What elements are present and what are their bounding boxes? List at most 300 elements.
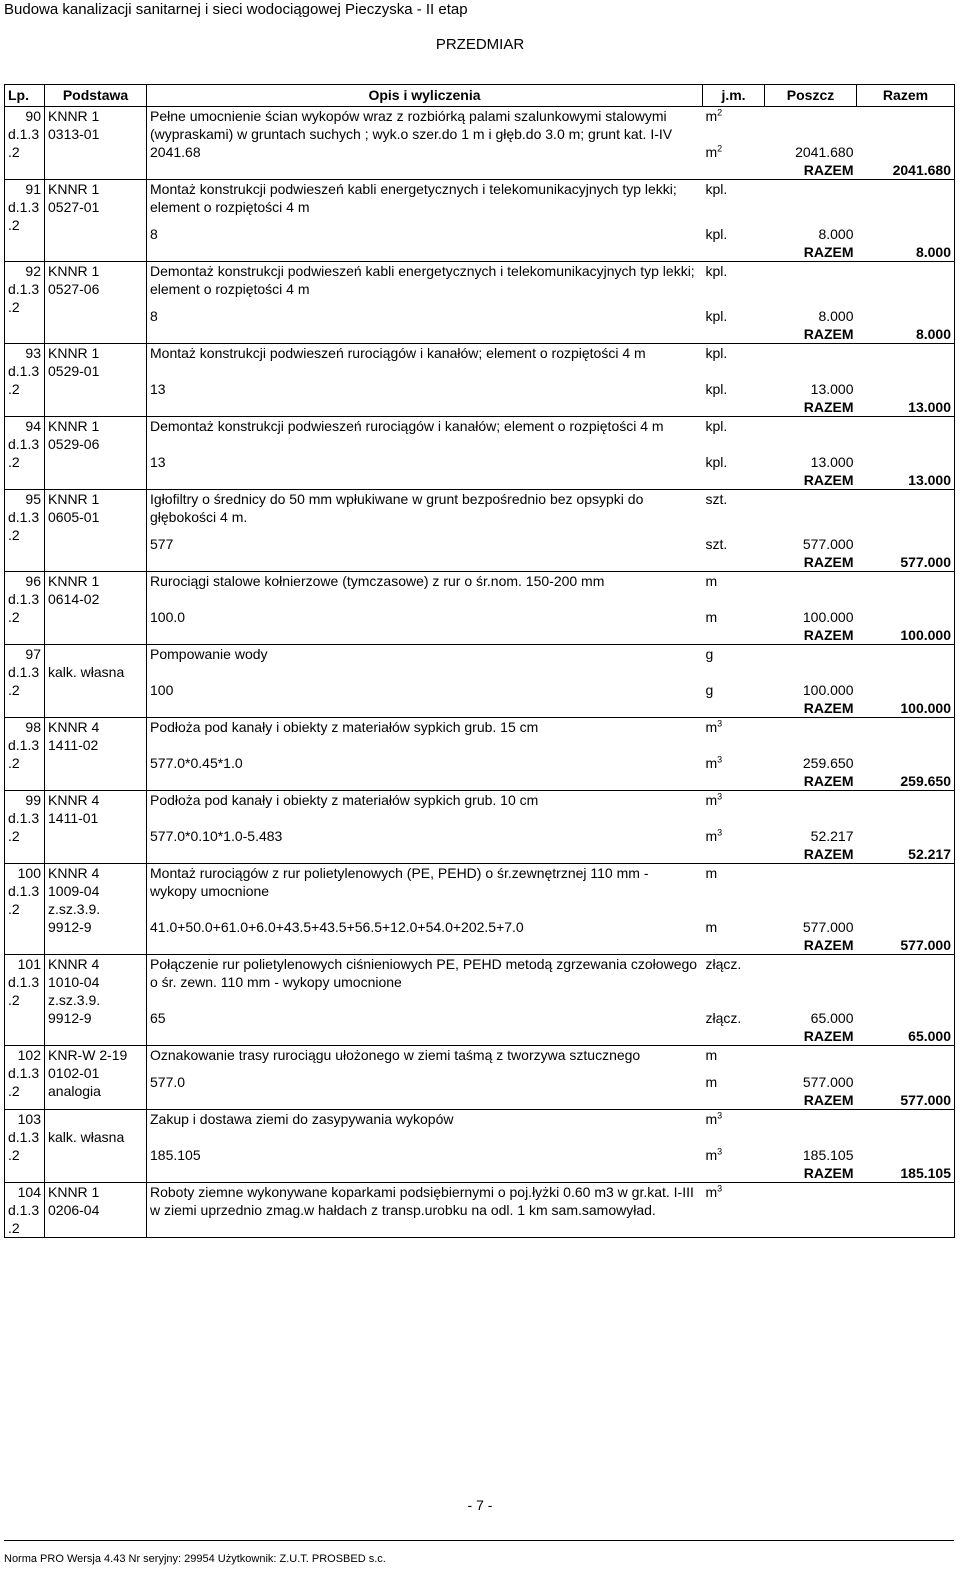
table-row [5,180,955,226]
razem-value: 8.000 [857,325,955,344]
razem-row [5,936,955,955]
calc-poszcz-cell: 2041.680 [795,144,854,160]
lp-cell [5,1110,45,1183]
lp-line: 97 [25,646,41,662]
razem-spacer [703,325,765,344]
podstawa-line: KNNR 1 [48,263,100,279]
razem-spacer [147,626,703,645]
lp-line: d.1.3 [8,591,40,607]
razem-row [5,161,955,180]
lp-line: .2 [8,1083,20,1099]
lp-line: .2 [8,527,20,543]
calc-poszcz-cell: 8.000 [818,308,854,324]
razem-row [5,471,955,490]
podstawa-line: kalk. własna [48,664,125,680]
razem-cell [857,262,955,308]
podstawa-line: 0529-06 [48,436,100,452]
table-row [5,1183,955,1238]
razem-spacer [147,1091,703,1110]
calc-cell: 13 [150,381,166,397]
razem-value: 13.000 [857,471,955,490]
podstawa-cell [45,180,147,262]
calc-poszcz-cell: 577.000 [802,536,854,552]
calc-razem-cell [857,1009,955,1027]
header-opis: Opis i wyliczenia [147,85,703,107]
lp-cell [5,1183,45,1238]
calc-unit-cell [703,1146,765,1164]
jm-cell [703,417,765,454]
unit-exponent: 3 [717,1183,723,1194]
unit: m [705,719,718,735]
unit-exponent: 2 [717,107,723,118]
calc-unit: m [705,1074,718,1090]
razem-spacer [147,699,703,718]
razem-cell [857,490,955,536]
calc-unit-exponent: 3 [717,827,723,838]
razem-spacer [703,936,765,955]
razem-value: 577.000 [857,553,955,572]
lp-cell [5,572,45,645]
calc-row [5,225,955,243]
razem-cell [857,955,955,1010]
position-description: Podłoża pod kanały i obiekty z materiałów sypkich grub. 10 cm [150,792,539,808]
razem-label: RAZEM [765,936,857,955]
lp-line: .2 [8,217,20,233]
calc-razem-cell [857,681,955,699]
podstawa-cell [45,107,147,180]
unit: złącz. [705,956,742,972]
lp-line: d.1.3 [8,363,40,379]
table-row [5,864,955,919]
podstawa-line: 0527-01 [48,199,100,215]
lp-cell [5,955,45,1046]
przedmiar-table [4,84,955,1238]
razem-row [5,398,955,417]
calc-cell: 41.0+50.0+61.0+6.0+43.5+43.5+56.5+12.0+54.0+202.5+7.0 [150,919,524,935]
calc-poszcz-cell: 8.000 [818,226,854,242]
razem-row [5,553,955,572]
opis-cell [147,417,703,454]
document-title: Budowa kanalizacji sanitarnej i sieci wodociągowej Pieczyska - II etap [4,1,468,18]
header-razem: Razem [857,85,955,107]
opis-cell [147,1183,703,1238]
lp-line: 91 [25,181,41,197]
calc-unit: kpl. [705,381,728,397]
position-description: Montaż konstrukcji podwieszeń kabli energetycznych i telekomunikacyjnych typ lekki; element o rozpiętości 4 m [150,181,677,215]
podstawa-line: KNNR 1 [48,573,100,589]
razem-spacer [147,325,703,344]
razem-cell [857,864,955,919]
unit: szt. [705,491,728,507]
podstawa-line: 0614-02 [48,591,100,607]
calc-row [5,143,955,161]
podstawa-line: KNNR 1 [48,108,100,124]
razem-row [5,845,955,864]
calc-razem-cell [857,307,955,325]
razem-value: 8.000 [857,243,955,262]
razem-label: RAZEM [765,772,857,791]
razem-cell [857,645,955,682]
table-row [5,1046,955,1074]
podstawa-cell [45,1183,147,1238]
table-header-row [5,85,955,107]
lp-line: .2 [8,1147,20,1163]
razem-value: 2041.680 [857,161,955,180]
lp-line: d.1.3 [8,810,40,826]
razem-value: 577.000 [857,1091,955,1110]
opis-cell [147,262,703,308]
unit-exponent: 3 [717,718,723,729]
podstawa-line: KNNR 4 [48,865,100,881]
razem-spacer [147,471,703,490]
podstawa-cell [45,1046,147,1110]
position-description: Podłoża pod kanały i obiekty z materiałów sypkich grub. 15 cm [150,719,539,735]
razem-row [5,1091,955,1110]
razem-spacer [703,398,765,417]
jm-cell [703,490,765,536]
podstawa-line: KNR-W 2-19 [48,1047,128,1063]
unit-exponent: 3 [717,791,723,802]
razem-spacer [703,1164,765,1183]
calc-row [5,380,955,398]
razem-spacer [147,845,703,864]
jm-cell [703,1046,765,1074]
unit: m [705,1184,718,1200]
lp-line: d.1.3 [8,199,40,215]
podstawa-cell [45,417,147,490]
podstawa-line: 0527-06 [48,281,100,297]
calc-razem-cell [857,535,955,553]
podstawa-line [48,645,143,663]
podstawa-line: analogia [48,1083,101,1099]
lp-line: .2 [8,299,20,315]
razem-cell [857,718,955,755]
calc-razem-cell [857,827,955,845]
razem-spacer [703,243,765,262]
lp-line: 94 [25,418,41,434]
poszcz-cell [765,572,857,609]
razem-value: 100.000 [857,699,955,718]
calc-razem-cell [857,1073,955,1091]
jm-cell [703,1183,765,1238]
calc-unit-cell [703,608,765,626]
razem-label: RAZEM [765,398,857,417]
calc-poszcz-cell: 577.000 [802,1074,854,1090]
razem-label: RAZEM [765,845,857,864]
calc-razem-cell [857,1146,955,1164]
lp-line: .2 [8,828,20,844]
razem-spacer [147,243,703,262]
calc-poszcz-cell: 100.000 [802,609,854,625]
calc-cell: 13 [150,454,166,470]
jm-cell [703,344,765,381]
podstawa-cell [45,344,147,417]
poszcz-cell [765,955,857,1010]
calc-cell: 65 [150,1010,166,1026]
razem-spacer [703,845,765,864]
calc-unit: m [705,1147,718,1163]
jm-cell [703,107,765,144]
calc-unit: kpl. [705,308,728,324]
calc-cell: 577 [150,536,174,552]
calc-unit: kpl. [705,454,728,470]
lp-line: .2 [8,992,20,1008]
lp-line: d.1.3 [8,126,40,142]
lp-cell [5,417,45,490]
lp-cell [5,107,45,180]
header-jm: j.m. [703,85,765,107]
podstawa-cell [45,262,147,344]
podstawa-line: KNNR 4 [48,792,100,808]
position-description: Pompowanie wody [150,646,268,662]
jm-cell [703,864,765,919]
poszcz-cell [765,864,857,919]
table-row [5,718,955,755]
unit: m [705,108,718,124]
unit: m [705,1047,718,1063]
razem-label: RAZEM [765,553,857,572]
podstawa-cell [45,791,147,864]
lp-line: .2 [8,1220,20,1236]
jm-cell [703,645,765,682]
podstawa-line: 0529-01 [48,363,100,379]
lp-cell [5,1046,45,1110]
razem-spacer [703,626,765,645]
opis-cell [147,1046,703,1074]
lp-line: 90 [25,108,41,124]
razem-spacer [147,1164,703,1183]
razem-spacer [703,699,765,718]
lp-line: 95 [25,491,41,507]
calc-poszcz-cell: 185.105 [802,1147,854,1163]
unit: m [705,1111,718,1127]
lp-line: .2 [8,609,20,625]
razem-value: 259.650 [857,772,955,791]
razem-spacer [703,471,765,490]
razem-spacer [147,161,703,180]
calc-unit-exponent: 2 [717,143,723,154]
razem-spacer [147,936,703,955]
unit: m [705,573,718,589]
jm-cell [703,180,765,226]
podstawa-line: 1411-01 [48,810,99,826]
jm-cell [703,718,765,755]
position-description: Montaż rurociągów z rur polietylenowych (PE, PEHD) o śr.zewnętrznej 110 mm - wykopy umocnione [150,865,649,899]
podstawa-cell [45,572,147,645]
calc-poszcz-cell: 13.000 [810,454,854,470]
razem-label: RAZEM [765,626,857,645]
calc-unit-cell [703,754,765,772]
unit: kpl. [705,263,728,279]
calc-razem-cell [857,453,955,471]
table-row [5,572,955,609]
lp-line: 103 [17,1111,41,1127]
podstawa-cell [45,955,147,1046]
poszcz-cell [765,107,857,144]
calc-poszcz-cell: 65.000 [810,1010,854,1026]
razem-value: 577.000 [857,936,955,955]
calc-cell: 100.0 [150,609,186,625]
calc-unit-cell [703,1073,765,1091]
calc-unit: m [705,919,718,935]
table-row [5,344,955,381]
opis-cell [147,107,703,144]
position-description: Połączenie rur polietylenowych ciśnieniowych PE, PEHD metodą zgrzewania czołowego o śr. zewn. 110 mm - wykopy umocnione [150,956,698,990]
table-row [5,262,955,308]
razem-cell [857,791,955,828]
razem-spacer [147,398,703,417]
calc-unit-cell [703,681,765,699]
razem-spacer [703,772,765,791]
podstawa-line: KNNR 1 [48,1184,100,1200]
calc-row [5,918,955,936]
header-lp: Lp. [5,85,45,107]
document-subtitle: PRZEDMIAR [435,36,525,53]
razem-row [5,772,955,791]
position-description: Roboty ziemne wykonywane koparkami podsiębiernymi o poj.łyżki 0.60 m3 w gr.kat. I-III w ziemi uprzednio zmag.w hałdach z transp.urobku na odl. 1 km sam.samowyład. [150,1184,694,1218]
calc-razem-cell [857,608,955,626]
razem-spacer [147,553,703,572]
lp-line: .2 [8,755,20,771]
page-number: - 7 - [467,1497,493,1513]
calc-razem-cell [857,143,955,161]
poszcz-cell [765,791,857,828]
lp-line: .2 [8,381,20,397]
unit: kpl. [705,345,728,361]
jm-cell [703,1110,765,1147]
lp-line: .2 [8,454,20,470]
table-row [5,955,955,1010]
podstawa-cell [45,645,147,718]
podstawa-line: z.sz.3.9. [48,901,101,917]
razem-row [5,1027,955,1046]
opis-cell [147,1110,703,1147]
lp-line: 100 [17,865,41,881]
lp-line: 101 [17,956,41,972]
razem-spacer [703,553,765,572]
poszcz-cell [765,1183,857,1238]
poszcz-cell [765,1110,857,1147]
podstawa-line: kalk. własna [48,1129,125,1145]
opis-cell [147,864,703,919]
calc-poszcz-cell: 13.000 [810,381,854,397]
lp-line: d.1.3 [8,1129,40,1145]
position-description: Montaż konstrukcji podwieszeń rurociągów i kanałów; element o rozpiętości 4 m [150,345,646,361]
lp-cell [5,344,45,417]
lp-line: d.1.3 [8,664,40,680]
table-row [5,791,955,828]
lp-cell [5,791,45,864]
podstawa-line: KNNR 1 [48,345,100,361]
podstawa-line: 0206-04 [48,1202,100,1218]
calc-unit-cell [703,225,765,243]
header-podstawa: Podstawa [45,85,147,107]
poszcz-cell [765,490,857,536]
calc-poszcz-cell: 577.000 [802,919,854,935]
lp-cell [5,864,45,955]
poszcz-cell [765,1046,857,1074]
calc-row [5,307,955,325]
unit-exponent: 3 [717,1110,723,1121]
razem-spacer [703,161,765,180]
calc-row [5,1009,955,1027]
calc-unit: m [705,755,718,771]
calc-unit-cell [703,535,765,553]
calc-cell: 2041.68 [150,144,201,160]
position-description: Igłofiltry o średnicy do 50 mm wpłukiwane w grunt bezpośrednio bez opsypki do głębokości 4 m. [150,491,644,525]
podstawa-line: KNNR 4 [48,956,100,972]
razem-label: RAZEM [765,325,857,344]
calc-row [5,608,955,626]
razem-label: RAZEM [765,1091,857,1110]
jm-cell [703,572,765,609]
calc-unit-cell [703,307,765,325]
opis-cell [147,718,703,755]
table-row [5,490,955,536]
position-description: Demontaż konstrukcji podwieszeń kabli energetycznych i telekomunikacyjnych typ lekki; element o rozpiętości 4 m [150,263,695,297]
lp-line: .2 [8,901,20,917]
jm-cell [703,791,765,828]
podstawa-line: KNNR 4 [48,719,100,735]
lp-line: .2 [8,682,20,698]
poszcz-cell [765,417,857,454]
razem-value: 100.000 [857,626,955,645]
razem-row [5,1164,955,1183]
calc-poszcz-cell: 52.217 [810,828,854,844]
lp-line: d.1.3 [8,1202,40,1218]
jm-cell [703,262,765,308]
calc-row [5,1073,955,1091]
calc-unit-cell [703,918,765,936]
razem-label: RAZEM [765,161,857,180]
calc-unit: m [705,144,718,160]
calc-cell: 8 [150,226,158,242]
lp-line: d.1.3 [8,737,40,753]
podstawa-line: 0605-01 [48,509,100,525]
razem-row [5,699,955,718]
razem-spacer [703,1091,765,1110]
podstawa-line: z.sz.3.9. [48,992,101,1008]
header-poszcz: Poszcz [765,85,857,107]
podstawa-cell [45,490,147,572]
opis-cell [147,645,703,682]
podstawa-line: 1009-04 [48,883,100,899]
lp-line: d.1.3 [8,974,40,990]
unit: m [705,865,718,881]
calc-cell: 100 [150,682,174,698]
razem-label: RAZEM [765,243,857,262]
lp-line: 96 [25,573,41,589]
razem-row [5,243,955,262]
podstawa-line [48,1110,143,1128]
podstawa-cell [45,1110,147,1183]
razem-value: 13.000 [857,398,955,417]
razem-cell [857,180,955,226]
calc-unit-cell [703,143,765,161]
lp-line: 98 [25,719,41,735]
razem-cell [857,344,955,381]
lp-line: 93 [25,345,41,361]
calc-row [5,754,955,772]
razem-label: RAZEM [765,471,857,490]
lp-line: 92 [25,263,41,279]
calc-row [5,535,955,553]
razem-label: RAZEM [765,1164,857,1183]
calc-row [5,1146,955,1164]
table-row [5,107,955,144]
podstawa-line: 9912-9 [48,919,92,935]
podstawa-line: 0313-01 [48,126,100,142]
